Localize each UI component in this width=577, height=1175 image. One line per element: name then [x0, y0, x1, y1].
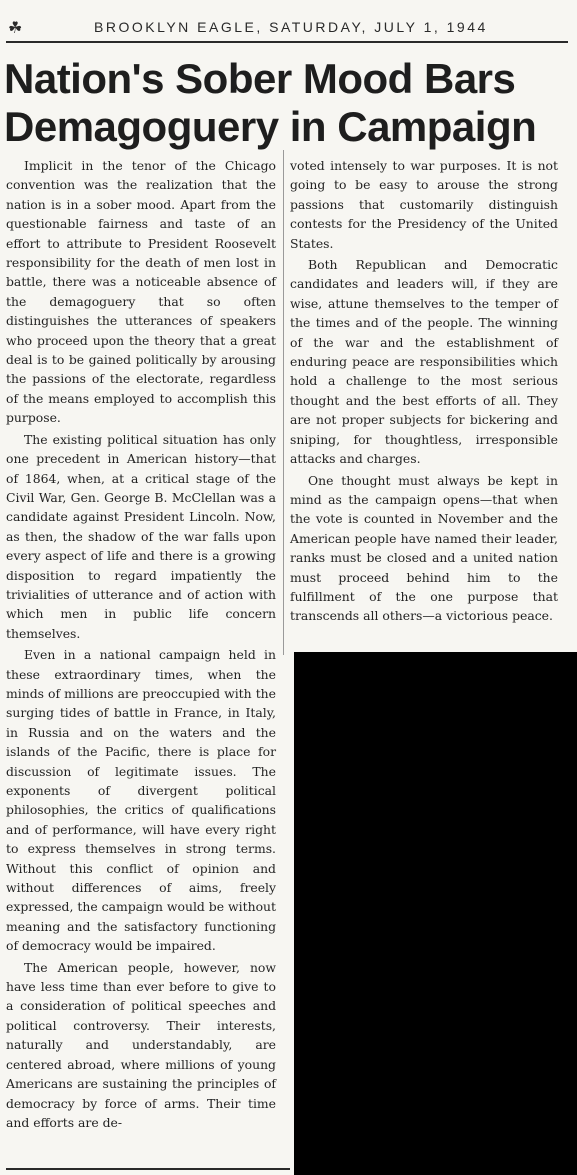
article-right-column — [290, 156, 558, 626]
headline-line-1: Nation's Sober Mood Bars — [4, 55, 516, 102]
shamrock-icon: ☘ — [8, 20, 25, 37]
article-paragraph: The existing political situation has only one precedent in American history—that of 1864, when, at a critical stage of the Civil War, Gen. George B. McClellan was a candidate against President Lincoln. Now, as then, the shadow of the war falls upon every aspect of life and there is a growing disposition to regard impatiently the trivialities of utterance and of action with which men in public life concern themselves. — [6, 431, 276, 641]
article-paragraph: One thought must always be kept in mind as the campaign opens—that when the vote is counted in November and the American people have named their leader, ranks must be closed and a united nation must proceed behind him to the fulfillment of the one purpose that transcends all others—a victorious peace. — [290, 472, 558, 624]
article-paragraph: The American people, however, now have less time than ever before to give to a consideration of political speeches and political controversy. Their interests, naturally and understandably, are centered abroad, where millions of young Americans are sustaining the principles of democracy by force of arms. Their time and efforts are de- — [6, 959, 276, 1130]
column-divider — [283, 150, 284, 655]
bottom-rule — [6, 1168, 290, 1170]
masthead-rule — [6, 41, 568, 43]
article-paragraph: Even in a national campaign held in these extraordinary times, when the minds of millions are preoccupied with the surging tides of battle in France, in Italy, in Russia and on the waters and the islands of the Pacific, there is place for discussion of legitimate issues. The exponents of divergent political philosophies, the critics of qualifications and of performance, will have every right to express themselves in strong terms. Without this conflict of opinion and without differences of aims, freely expressed, the campaign would be without meaning and the satisfactory functioning of democracy would be impaired. — [6, 647, 276, 954]
masthead-dateline: BROOKLYN EAGLE, SATURDAY, JULY 1, 1944 — [94, 19, 488, 35]
article-left-column — [6, 156, 276, 1132]
headline-line-2: Demagoguery in Campaign — [4, 103, 537, 150]
masthead — [8, 18, 566, 40]
headline — [4, 55, 574, 151]
article-paragraph: voted intensely to war purposes. It is not going to be easy to arouse the strong passions that customarily distinguish contests for the Presidency of the United States. — [290, 158, 558, 251]
article-paragraph: Both Republican and Democratic candidates and leaders will, if they are wise, attune themselves to the temper of the times and of the people. The winning of the war and the establishment of enduring peace are responsibilities which hold a challenge to the most serious thought and the best efforts of all. They are not proper subjects for bickering and sniping, for thoughtless, irresponsible attacks and charges. — [290, 257, 558, 467]
blank-region — [294, 652, 577, 1175]
article-paragraph: Implicit in the tenor of the Chicago convention was the realization that the nation is in a sober mood. Apart from the questionable fairness and taste of an effort to attribute to President Roosevelt responsibility for the death of men lost in battle, there was a noticeable absence of the demagoguery that so often distinguishes the utterances of speakers who proceed upon the theory that a great deal is to be gained politically by arousing the passions of the electorate, regardless of the means employed to accomplish this purpose. — [6, 158, 276, 426]
